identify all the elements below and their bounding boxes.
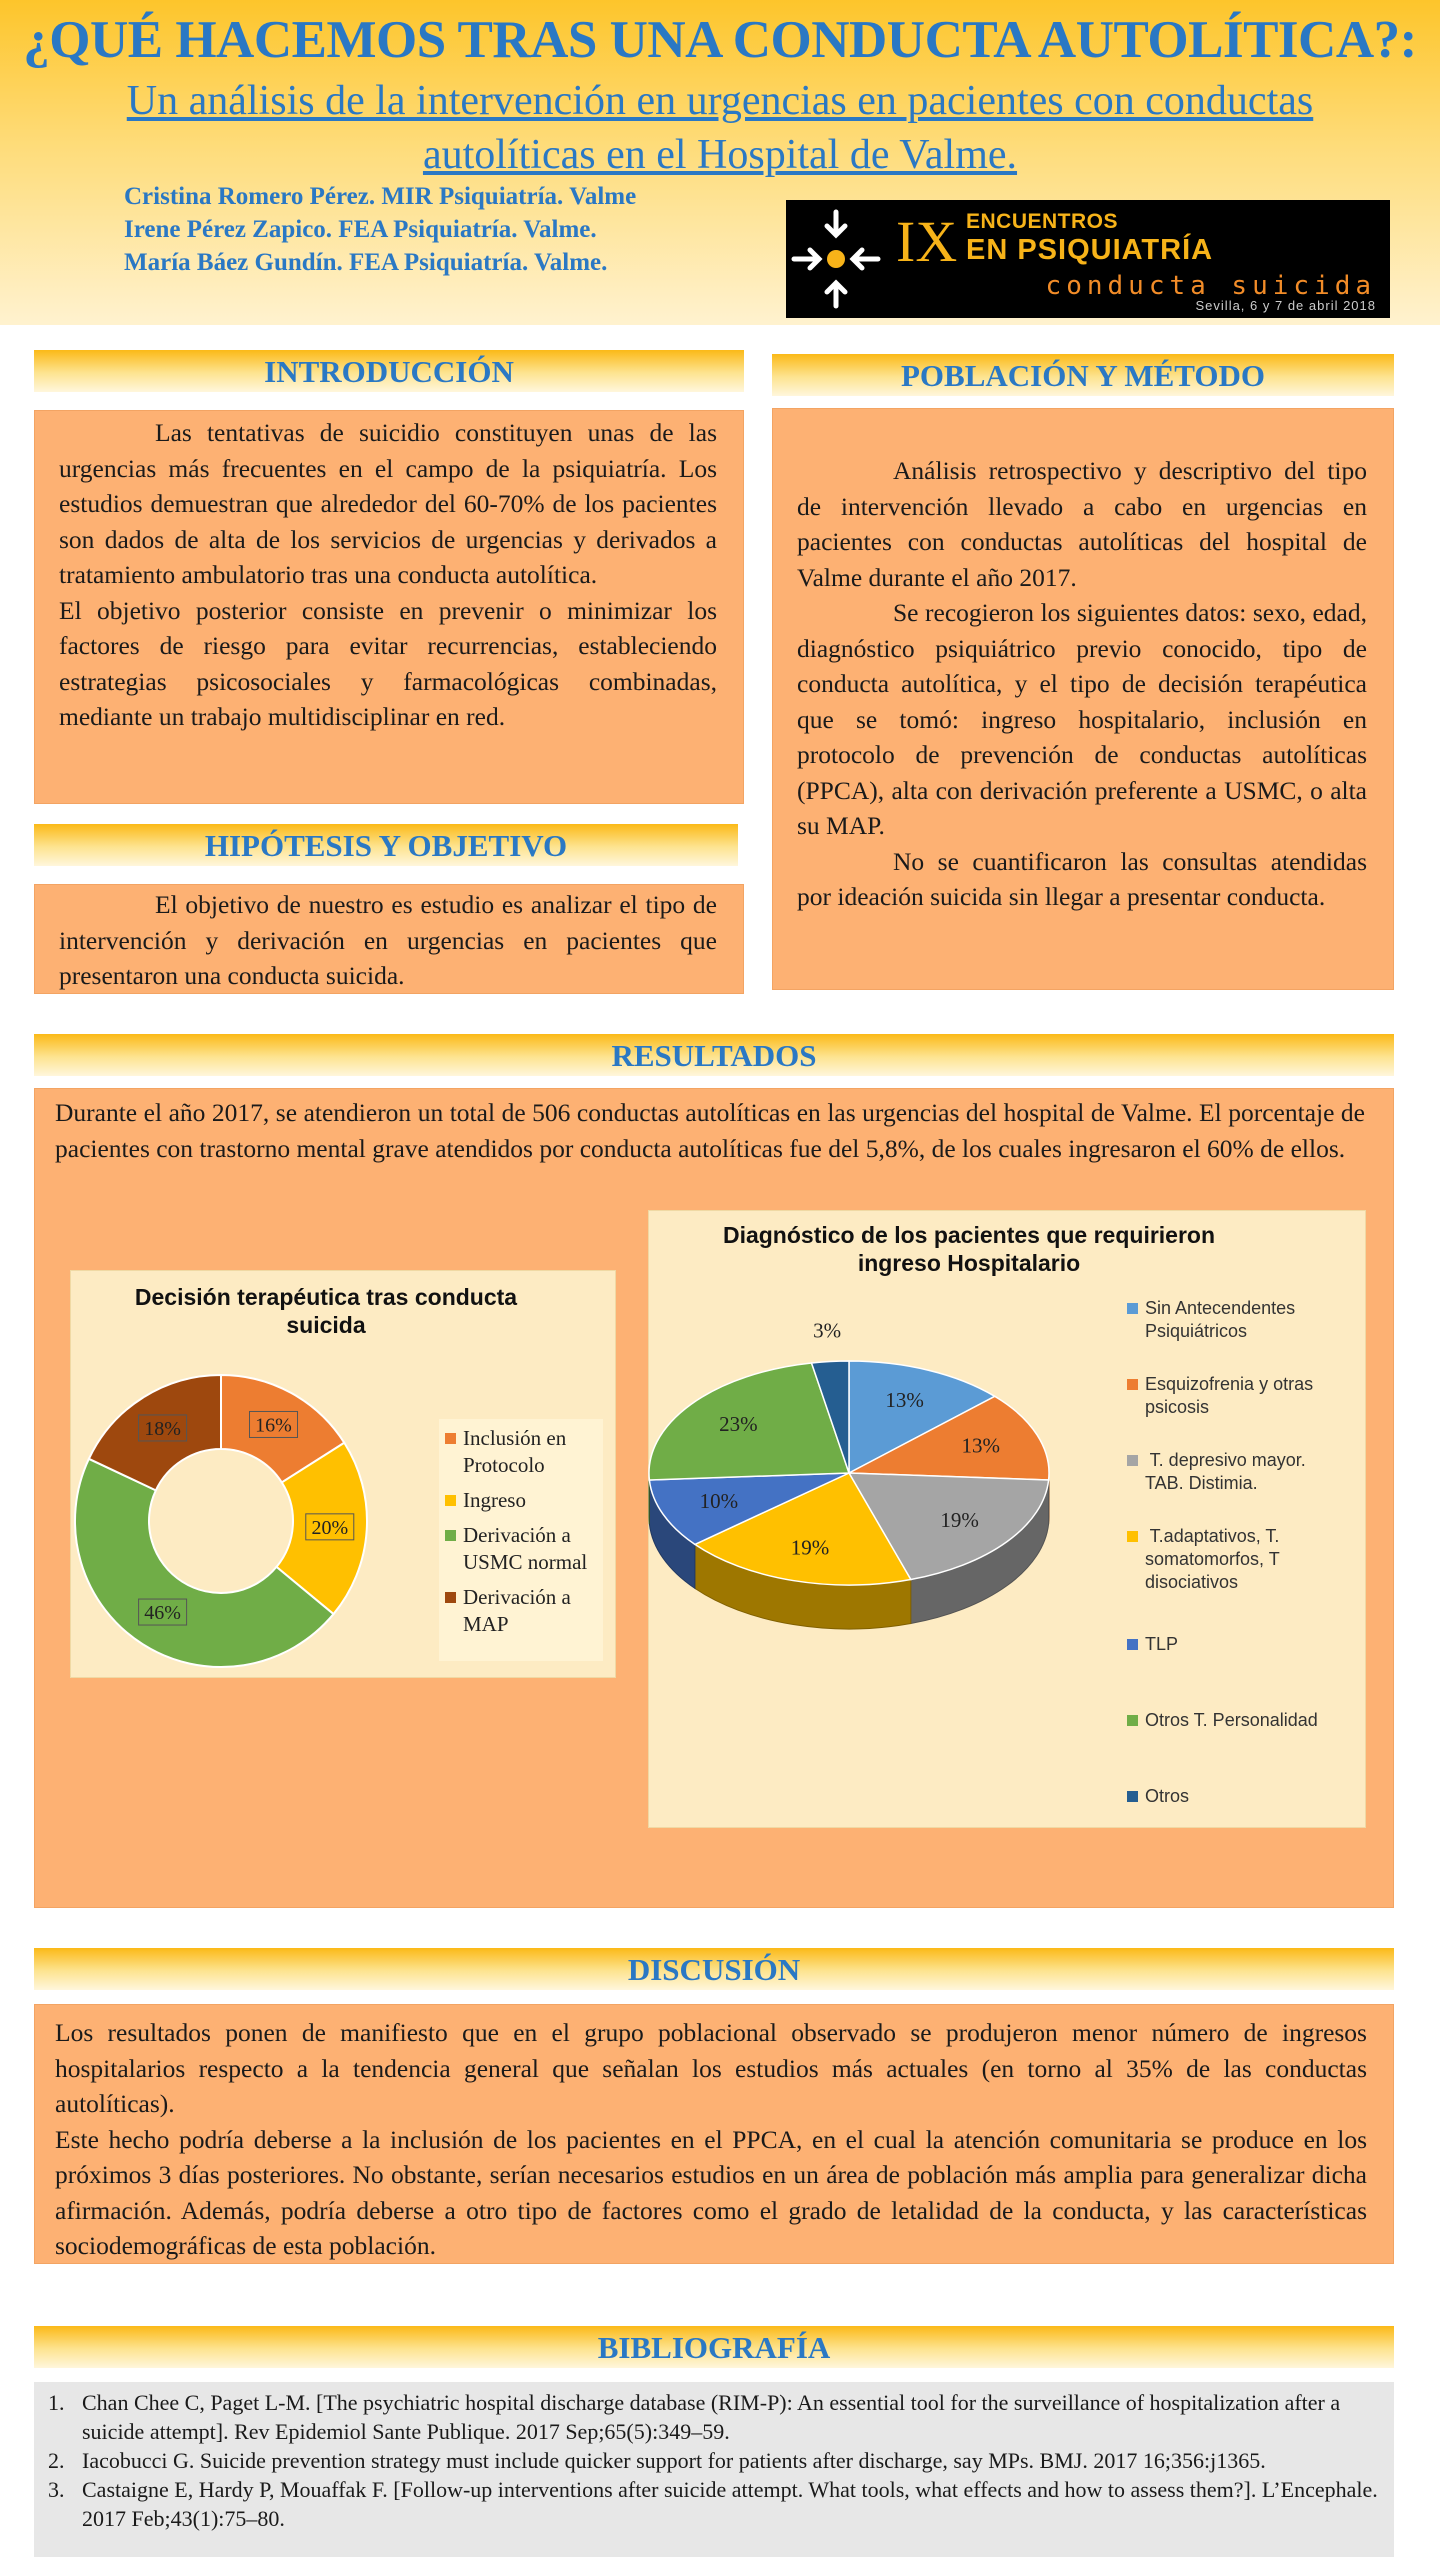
donut-chart-legend [439,1419,603,1661]
poblacion-paragraph-3: No se cuantificaron las consultas atendidas por ideación suicida sin llegar a presentar conducta. [797,846,1367,911]
section-heading-discusion: DISCUSIÓN [34,1948,1394,1990]
pie-data-label: 23% [719,1411,758,1436]
pie-chart-title-line-2: ingreso Hospitalario [857,1250,1081,1276]
author-2: Irene Pérez Zapico. FEA Psiquiatría. Valme. [124,216,597,243]
poster-header [0,0,1440,325]
pie-chart-title-line-1: Diagnóstico de los pacientes que requirieron [722,1222,1216,1248]
poster-subtitle [60,74,1380,182]
section-heading-resultados: RESULTADOS [34,1034,1394,1076]
logo-line-4: Sevilla, 6 y 7 de abril 2018 [1195,298,1376,313]
reference-list [34,2382,1394,2533]
reference-number: 1. [48,2390,65,2415]
legend-swatch [445,1495,456,1506]
legend-swatch [1127,1303,1138,1314]
discusion-paragraph-2: Este hecho podría deberse a la inclusión de los pacientes en el PPCA, en el cual la atención comunitaria se produce en los próximos 3 días posteriores. No obstante, serían necesarios estudios en un área de población más amplia para generalizar dicha afirmación. Además, podría deberse a otro tipo de factores como el grado de letalidad de la conducta, y las características sociodemográficas de esta población. [55,2124,1367,2260]
donut-chart [71,1371,371,1671]
svg-text:16%: 16% [255,1414,292,1437]
legend-label: Otros [1145,1786,1190,1806]
donut-chart-title-line-1: Decisión terapéutica tras conducta [134,1284,518,1310]
section-heading-hipotesis: HIPÓTESIS Y OBJETIVO [34,824,738,866]
pie-chart-panel [648,1210,1366,1828]
reference-number: 2. [48,2448,65,2473]
legend-swatch [1127,1791,1138,1802]
svg-text:18%: 18% [144,1417,181,1440]
legend-swatch [1127,1531,1138,1542]
donut-data-label [139,1415,187,1441]
donut-data-label [306,1514,354,1540]
legend-label: Derivación a MAP [463,1585,571,1636]
legend-swatch [1127,1639,1138,1650]
section-heading-introduccion: INTRODUCCIÓN [34,350,744,392]
conference-logo [786,200,1390,318]
legend-label: Inclusión en Protocolo [463,1426,567,1477]
poblacion-paragraph-1: Análisis retrospectivo y descriptivo del tipo de intervención llevado a cabo en urgencias en pacientes con conductas autolíticas del hospital de Valme durante el año 2017. [797,456,1367,592]
hipotesis-box [34,884,744,994]
discusion-paragraph-1: Los resultados ponen de manifiesto que en el grupo poblacional observado se produjeron menor número de ingresos hospitalarios respecto a la tendencia general que señalan los estudios más actuales (en torno al 35% de las conductas autolíticas). [55,2018,1367,2118]
legend-label: TLP [1145,1634,1179,1654]
introduccion-paragraph-2: El objetivo posterior consiste en prevenir o minimizar los factores de riesgo para evitar recurrencias, estableciendo estrategias psicosociales y farmacológicas combinadas, mediante un trabajo multidisciplinar en red. [59,595,717,731]
reference-item [34,2446,1394,2475]
donut-chart-title-line-2: suicida [286,1312,366,1338]
logo-line-1: ENCUENTROS [966,210,1119,233]
legend-label: Otros T. Personalidad [1145,1710,1318,1730]
poblacion-paragraph-2: Se recogieron los siguientes datos: sexo, edad, diagnóstico psiquiátrico previo conocido, tipo de conducta autolítica, y el tipo de decisión terapéutica que se tomó: ingreso hospitalario, inclusión en protocolo de prevención de conductas autolíticas (PPCA), alta con derivación preferente a USMC, o alta su MAP. [797,598,1367,840]
poster-title: ¿QUÉ HACEMOS TRAS UNA CONDUCTA AUTOLÍTICA?: [23,11,1417,69]
discusion-box [34,2004,1394,2264]
legend-swatch [445,1433,456,1444]
svg-text:46%: 46% [144,1602,181,1625]
donut-chart-title [111,1283,541,1339]
svg-text:20%: 20% [311,1516,349,1539]
pie-data-label: 19% [940,1508,979,1533]
donut-data-label [250,1411,298,1437]
section-heading-poblacion: POBLACIÓN Y MÉTODO [772,354,1394,396]
introduccion-box [34,410,744,804]
reference-text: Chan Chee C, Paget L-M. [The psychiatric hospital discharge database (RIM-P): An essential tool for the surveillance of hospitalization after a suicide attempt]. Rev Epidemiol Sante Publique. 2017 Sep;65(5):349–59. [82,2390,1341,2444]
legend-swatch [1127,1715,1138,1726]
legend-label: Derivación a USMC normal [463,1523,588,1574]
reference-text: Iacobucci G. Suicide prevention strategy must include quicker support for patients after discharge, say MPs. BMJ. 2017 16;356:j1365. [82,2448,1266,2473]
legend-swatch [445,1530,456,1541]
author-list [124,180,764,279]
legend-swatch [445,1592,456,1603]
arrows-burst-icon [790,204,900,314]
hipotesis-paragraph-1: El objetivo de nuestro es estudio es analizar el tipo de intervención y derivación en urgencias en pacientes que presentaron una conducta suicida. [59,890,717,990]
legend-label: T. depresivo mayor. TAB. Distimia. [1145,1450,1306,1493]
legend-label: Ingreso [463,1488,526,1512]
pie-chart-legend [1127,1297,1365,1817]
legend-label: Sin Antecendentes Psiquiátricos [1145,1298,1296,1341]
legend-label: Esquizofrenia y otras psicosis [1145,1374,1314,1417]
pie-chart [649,1318,1109,1661]
reference-number: 3. [48,2477,65,2502]
donut-chart-panel [70,1270,616,1678]
logo-numeral: IX [896,209,958,274]
pie-data-label: 13% [885,1388,924,1413]
reference-text: Castaigne E, Hardy P, Mouaffak F. [Follow-up interventions after suicide attempt. What tools, what effects and how to assess them?]. L’Encephale. 2017 Feb;43(1):75–80. [82,2477,1378,2531]
introduccion-paragraph-1: Las tentativas de suicidio constituyen unas de las urgencias más frecuentes en el campo de la psiquiatría. Los estudios demuestran que alrededor del 60-70% de los pacientes son dados de alta de los servicios de urgencias y derivados a tratamiento ambulatorio tras una conducta autolítica. [59,418,717,589]
subtitle-line-1: Un análisis de la intervención en urgencias en pacientes con conductas [126,78,1314,124]
author-1: Cristina Romero Pérez. MIR Psiquiatría. Valme [124,183,637,210]
author-3: María Báez Gundín. FEA Psiquiatría. Valme. [124,249,608,276]
section-heading-bibliografia: BIBLIOGRAFÍA [34,2326,1394,2368]
pie-data-label: 19% [790,1535,830,1560]
reference-item [34,2475,1394,2533]
reference-item [34,2388,1394,2446]
bibliografia-box [34,2382,1394,2557]
poblacion-box [772,408,1394,990]
legend-label: T.adaptativos, T. somatomorfos, T disociativos [1145,1526,1280,1592]
donut-data-label [139,1599,187,1625]
pie-chart-title [709,1221,1229,1277]
subtitle-line-2: autolíticas en el Hospital de Valme. [422,132,1018,178]
pie-data-label: 3% [813,1318,842,1343]
legend-swatch [1127,1455,1138,1466]
pie-data-label: 13% [961,1433,1000,1458]
pie-data-label: 10% [699,1488,739,1513]
logo-line-2: EN PSIQUIATRÍA [966,234,1214,266]
logo-line-3: conducta suicida [1045,271,1376,301]
legend-swatch [1127,1379,1138,1390]
resultados-paragraph-1: Durante el año 2017, se atendieron un total de 506 conductas autolíticas en las urgencias del hospital de Valme. El porcentaje de pacientes con trastorno mental grave atendidos por conducta autolíticas fue del 5,8%, de los cuales ingresaron el 60% de ellos. [55,1098,1365,1163]
